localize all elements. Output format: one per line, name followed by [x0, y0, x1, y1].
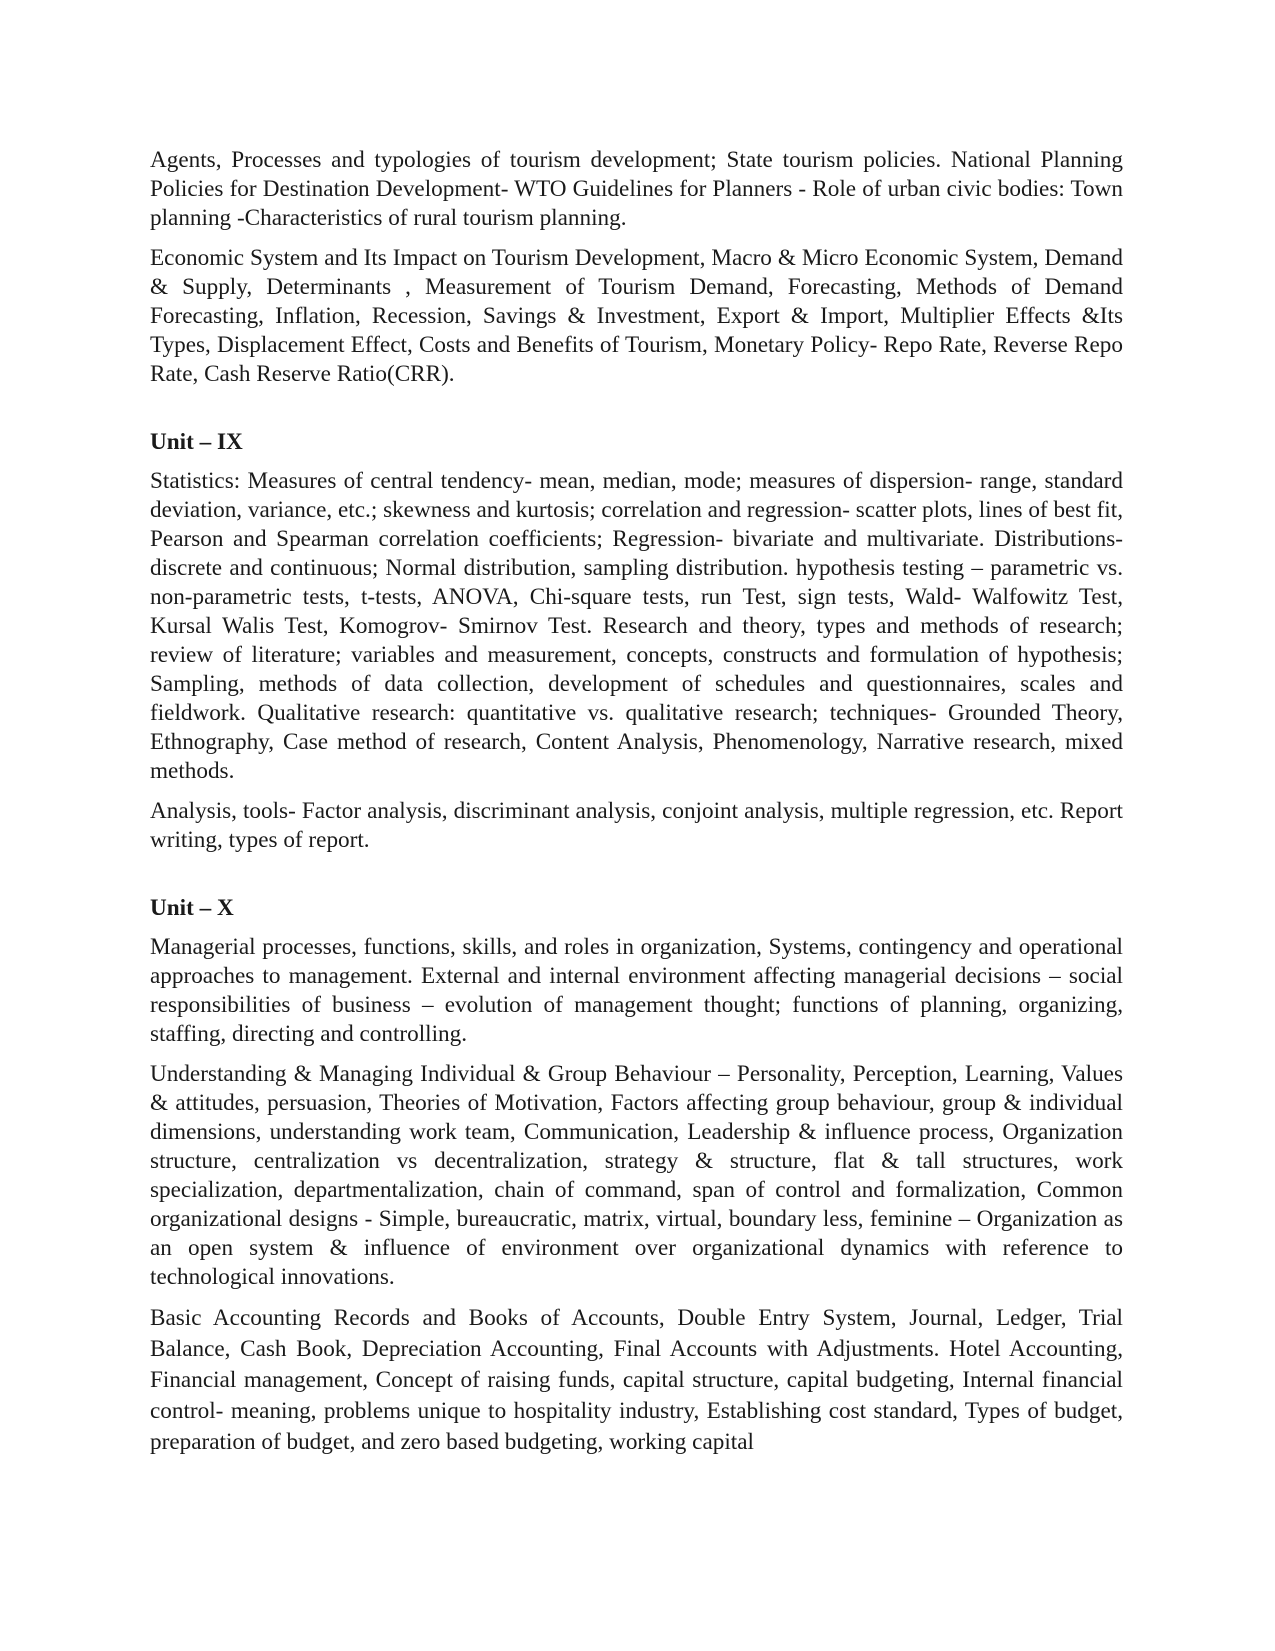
paragraph-statistics: Statistics: Measures of central tendency- mean, median, mode; measures of dispersion- range, standard deviation, variance, etc.; skewness and kurtosis; correlation and regression- scatter plots, lines of best fit, Pearson and Spearman correlation coefficients; Regression- bivariate and multivariate. Distributions- discrete and continuous; Normal distribution, sampling distribution. hypothesis testing – parametric vs. non-parametric tests, t-tests, ANOVA, Chi-square tests, run Test, sign tests, Wald- Walfowitz Test, Kursal Walis Test, Komogrov- Smirnov Test. Research and theory, types and methods of research; review of literature; variables and measurement, concepts, constructs and formulation of hypothesis; Sampling, methods of data collection, development of schedules and questionnaires, scales and fieldwork. Qualitative research: quantitative vs. qualitative research; techniques- Grounded Theory, Ethnography, Case method of research, Content Analysis, Phenomenology, Narrative research, mixed methods. — [150, 468, 1123, 784]
paragraph-accounting: Basic Accounting Records and Books of Accounts, Double Entry System, Journal, Ledger, Trial Balance, Cash Book, Depreciation Accounting, Final Accounts with Adjustments. Hotel Accounting, Financial management, Concept of raising funds, capital structure, capital budgeting, Internal financial control- meaning, problems unique to hospitality industry, Establishing cost standard, Types of budget, preparation of budget, and zero based budgeting, working capital — [150, 1305, 1123, 1455]
unit-x-heading: Unit – X — [150, 895, 234, 921]
paragraph-economic-system: Economic System and Its Impact on Tourism Development, Macro & Micro Economic System, Demand & Supply, Determinants , Measurement of Tourism Demand, Forecasting, Methods of Demand Forecasting, Inflation, Recession, Savings & Investment, Export & Import, Multiplier Effects &Its Types, Displacement Effect, Costs and Benefits of Tourism, Monetary Policy- Repo Rate, Reverse Repo Rate, Cash Reserve Ratio(CRR). — [150, 245, 1123, 387]
paragraph-managerial-processes: Managerial processes, functions, skills, and roles in organization, Systems, contingency and operational approaches to management. External and internal environment affecting managerial decisions – social responsibilities of business – evolution of management thought; functions of planning, organizing, staffing, directing and controlling. — [150, 934, 1123, 1047]
paragraph-tourism-planning: Agents, Processes and typologies of tourism development; State tourism policies. National Planning Policies for Destination Development- WTO Guidelines for Planners - Role of urban civic bodies: Town planning -Characteristics of rural tourism planning. — [150, 147, 1123, 231]
unit-ix-heading: Unit – IX — [150, 429, 243, 455]
paragraph-behaviour: Understanding & Managing Individual & Group Behaviour – Personality, Perception, Learning, Values & attitudes, persuasion, Theories of Motivation, Factors affecting group behaviour, group & individual dimensions, understanding work team, Communication, Leadership & influence process, Organization structure, centralization vs decentralization, strategy & structure, flat & tall structures, work specialization, departmentalization, chain of command, span of control and formalization, Common organizational designs - Simple, bureaucratic, matrix, virtual, boundary less, feminine – Organization as an open system & influence of environment over organizational dynamics with reference to technological innovations. — [150, 1061, 1123, 1290]
document-page — [150, 146, 1123, 1469]
paragraph-analysis-tools: Analysis, tools- Factor analysis, discriminant analysis, conjoint analysis, multiple regression, etc. Report writing, types of report. — [150, 798, 1123, 853]
